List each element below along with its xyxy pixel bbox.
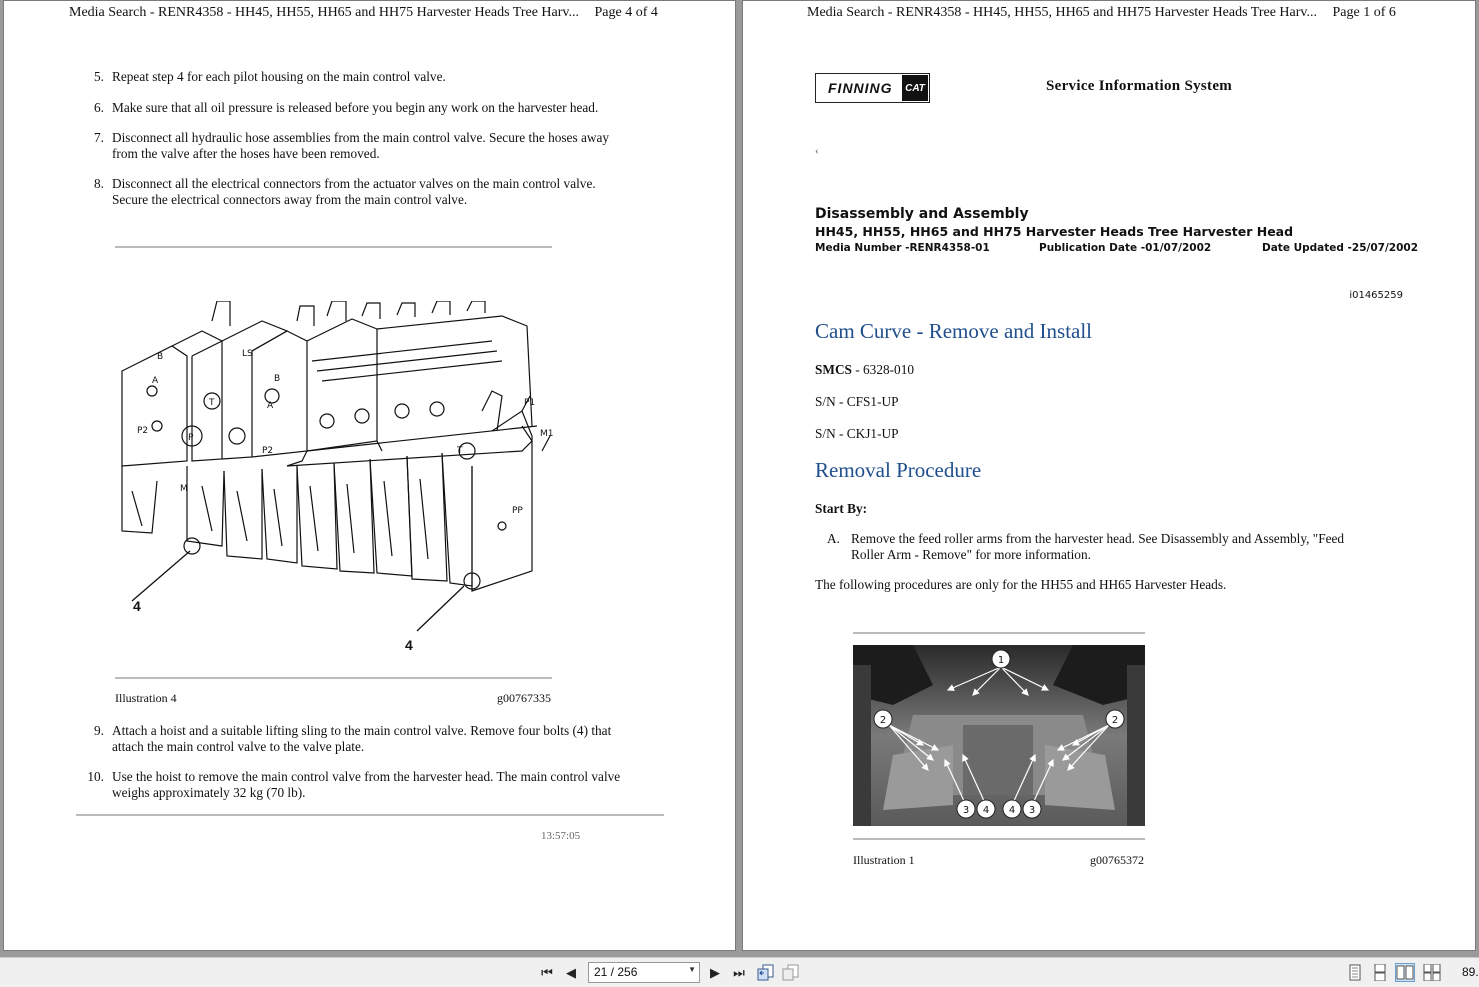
timestamp: 13:57:05 (541, 830, 581, 842)
svg-text:A: A (267, 401, 274, 411)
step-text: Disconnect all the electrical connectors from the actuator valves on the main control valve. (112, 176, 596, 191)
step-text: weighs approximately 32 kg (70 lb). (112, 785, 306, 800)
svg-text:P2: P2 (262, 446, 274, 456)
step-item (87, 769, 621, 801)
step-text: from the valve after the hoses have been removed. (112, 146, 380, 161)
step-item (94, 176, 596, 208)
header-page-number: Page 4 of 4 (594, 5, 658, 20)
step-text: Attach a hoist and a suitable lifting sling to the main control valve. Remove four bolts (4) that (112, 723, 612, 738)
step-text: Repeat step 4 for each pilot housing on the main control valve. (112, 69, 446, 84)
page-number-field[interactable]: 21 / 256 ▼ (588, 962, 700, 983)
pdf-page-left (3, 0, 736, 951)
doc-subtitle: HH45, HH55, HH65 and HH75 Harvester Heads Tree Harvester Head (815, 224, 1294, 239)
step-number: 5. (94, 69, 104, 84)
illustration-rule (853, 838, 1145, 840)
doc-title: Disassembly and Assembly (815, 206, 1029, 222)
go-back-view-icon[interactable] (757, 964, 775, 981)
back-arrow-icon[interactable]: ‹ (815, 145, 819, 157)
start-by-item (827, 531, 1345, 563)
callout-label: 4 (133, 598, 141, 614)
page-dropdown-icon[interactable]: ▼ (688, 965, 696, 974)
header-title: Media Search - RENR4358 - HH45, HH55, HH65 and HH75 Harvester Heads Tree Harv... (69, 5, 579, 20)
main-control-valve-drawing (112, 301, 562, 661)
illustration-rule (115, 246, 552, 248)
callout-label: 4 (405, 637, 413, 653)
finning-cat-logo: FINNING CAT (815, 73, 930, 103)
doc-id: i01465259 (1349, 290, 1403, 301)
start-by-label: Start By: (815, 501, 868, 516)
two-page-view-icon[interactable] (1396, 964, 1414, 981)
svg-text:M1: M1 (540, 429, 554, 439)
illustration-id: g00765372 (1090, 853, 1144, 867)
photo-callout: 1 (997, 655, 1005, 666)
cam-curve-photo (853, 645, 1145, 826)
svg-text:P1: P1 (524, 398, 536, 408)
page-header (69, 5, 658, 21)
illustration-label: Illustration 4 (115, 691, 177, 705)
step-text: attach the main control valve to the valve plate. (112, 739, 365, 754)
svg-text:T: T (457, 446, 463, 456)
step-number: 7. (94, 130, 104, 145)
header-page-number: Page 1 of 6 (1332, 5, 1396, 20)
step-number: 10. (87, 769, 104, 784)
illustration-id: g00767335 (497, 691, 551, 705)
step-number: 8. (94, 176, 104, 191)
procedure-note: The following procedures are only for the HH55 and HH65 Harvester Heads. (815, 577, 1227, 592)
zoom-level[interactable]: 89. (1462, 965, 1479, 979)
page-title: Cam Curve - Remove and Install (815, 319, 1093, 343)
header-title: Media Search - RENR4358 - HH45, HH55, HH65 and HH75 Harvester Heads Tree Harv... (807, 5, 1317, 20)
serial-number-1: S/N - CFS1-UP (815, 394, 899, 409)
step-text: Make sure that all oil pressure is released before you begin any work on the harvester head. (112, 100, 599, 115)
photo-callout: 2 (879, 715, 887, 726)
photo-callout: 4 (982, 805, 990, 816)
svg-text:M: M (180, 484, 188, 494)
previous-page-icon[interactable]: ◀ (566, 965, 576, 981)
photo-callout: 3 (962, 805, 970, 816)
step-text: Secure the electrical connectors away from the main control valve. (112, 192, 468, 207)
svg-text:PP: PP (512, 506, 523, 516)
sis-title: Service Information System (1046, 78, 1233, 94)
footer-rule (76, 814, 664, 816)
section-heading: Removal Procedure (815, 458, 982, 482)
single-page-view-icon[interactable] (1346, 964, 1364, 981)
pdf-page-right (742, 0, 1476, 951)
step-item (94, 100, 599, 116)
photo-callout: 2 (1111, 715, 1119, 726)
pdf-toolbar (0, 957, 1479, 987)
step-text: Use the hoist to remove the main control valve from the harvester head. The main control valve (112, 769, 621, 784)
first-page-icon[interactable]: ⏮ (541, 965, 553, 981)
illustration-rule (853, 632, 1145, 634)
step-text: Remove the feed roller arms from the harvester head. See Disassembly and Assembly, "Feed (851, 531, 1345, 546)
svg-text:A: A (152, 376, 159, 386)
publication-date: Publication Date -01/07/2002 (1039, 242, 1212, 254)
step-number: 6. (94, 100, 104, 115)
illustration-label: Illustration 1 (853, 853, 915, 867)
svg-text:B: B (274, 374, 281, 384)
media-number: Media Number -RENR4358-01 (815, 242, 990, 254)
step-text: Roller Arm - Remove" for more information. (851, 547, 1091, 562)
svg-text:B: B (157, 352, 164, 362)
date-updated: Date Updated -25/07/2002 (1262, 242, 1419, 254)
page-header (807, 5, 1396, 21)
illustration-rule (115, 677, 552, 679)
item-letter: A. (827, 531, 840, 546)
step-item (94, 723, 612, 755)
step-number: 9. (94, 723, 104, 738)
go-forward-view-icon[interactable] (782, 964, 800, 981)
two-page-continuous-view-icon[interactable] (1423, 964, 1441, 981)
photo-callout: 4 (1008, 805, 1016, 816)
continuous-view-icon[interactable] (1371, 964, 1389, 981)
step-item (94, 130, 610, 162)
svg-text:P2: P2 (137, 426, 149, 436)
step-text: Disconnect all hydraulic hose assemblies from the main control valve. Secure the hoses away (112, 130, 610, 145)
photo-callout: 3 (1028, 805, 1036, 816)
svg-text:P: P (188, 433, 194, 443)
serial-number-2: S/N - CKJ1-UP (815, 426, 899, 441)
last-page-icon[interactable]: ⏭ (733, 965, 745, 981)
svg-text:LS: LS (242, 349, 253, 359)
svg-text:T: T (209, 398, 215, 408)
next-page-icon[interactable]: ▶ (710, 965, 720, 981)
step-item (94, 69, 446, 85)
smcs-line: SMCS - 6328-010 (815, 362, 914, 377)
